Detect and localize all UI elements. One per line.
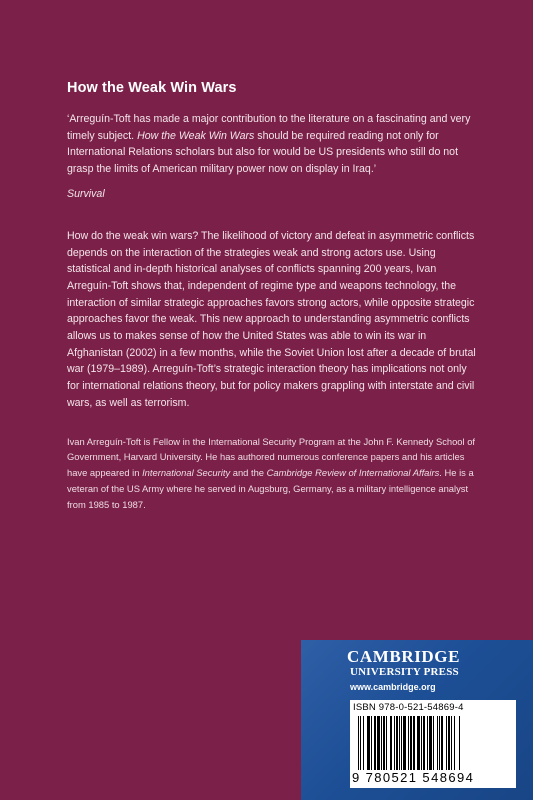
quote-source: Survival xyxy=(67,187,105,200)
quote-part-2: should be required reading not only for International Relations scholars but also for would be US presidents who still do not grasp the limits of American military power now on display in Iraq.’ xyxy=(67,129,459,176)
bio-part-2: and the xyxy=(230,467,267,479)
publisher-subtitle: UNIVERSITY PRESS xyxy=(350,666,459,678)
cover-text xyxy=(67,80,477,513)
ean-number: 9 780521 548694 xyxy=(352,770,475,785)
barcode xyxy=(358,716,510,770)
publisher-name: CAMBRIDGE xyxy=(347,647,461,666)
book-description: How do the weak win wars? The likelihood of victory and defeat in asymmetric conflicts depends on the interaction of the strategies weak and strong actors use. Using statistical and in-depth historical analyses of conflicts spanning 200 years, Ivan Arreguín-Toft shows that, independent of regime type and weapons technology, the interaction of similar strategic approaches favors strong actors, while opposite strategic approaches favor the weak. This new approach to understanding asymmetric conflicts allows us to makes sense of how the United States was able to win its war in Afghanistan (2002) in a few months, while the Soviet Union lost after a decade of brutal war (1979–1989). Arreguín-Toft’s strategic interaction theory has implications not only for international relations theory, but for policy makers grappling with interstate and civil wars, as well as terrorism. xyxy=(67,229,476,409)
book-title: How the Weak Win Wars xyxy=(67,80,237,96)
bio-journal-2: Cambridge Review of International Affairs xyxy=(266,467,440,479)
barcode-stripe xyxy=(460,716,461,770)
quote-part-1: ‘Arreguín-Toft has made a major contribution to the literature on a fascinating and very timely subject. xyxy=(67,113,471,142)
isbn-label: ISBN 978-0-521-54869-4 xyxy=(353,702,464,713)
bio-journal-1: International Security xyxy=(142,467,231,479)
publisher-url: www.cambridge.org xyxy=(350,682,436,692)
quote-book-title: How the Weak Win Wars xyxy=(137,129,255,142)
bio-part-1: Ivan Arreguín-Toft is Fellow in the International Security Program at the John F. Kennedy School of Government, Harvard University. He has authored numerous conference papers and his articles have appeared in xyxy=(67,435,476,479)
bio-part-3: . He is a veteran of the US Army where he served in Augsburg, Germany, as a military intelligence analyst from 1985 to 1987. xyxy=(67,467,474,510)
review-quote xyxy=(67,111,477,178)
author-bio xyxy=(67,434,477,513)
